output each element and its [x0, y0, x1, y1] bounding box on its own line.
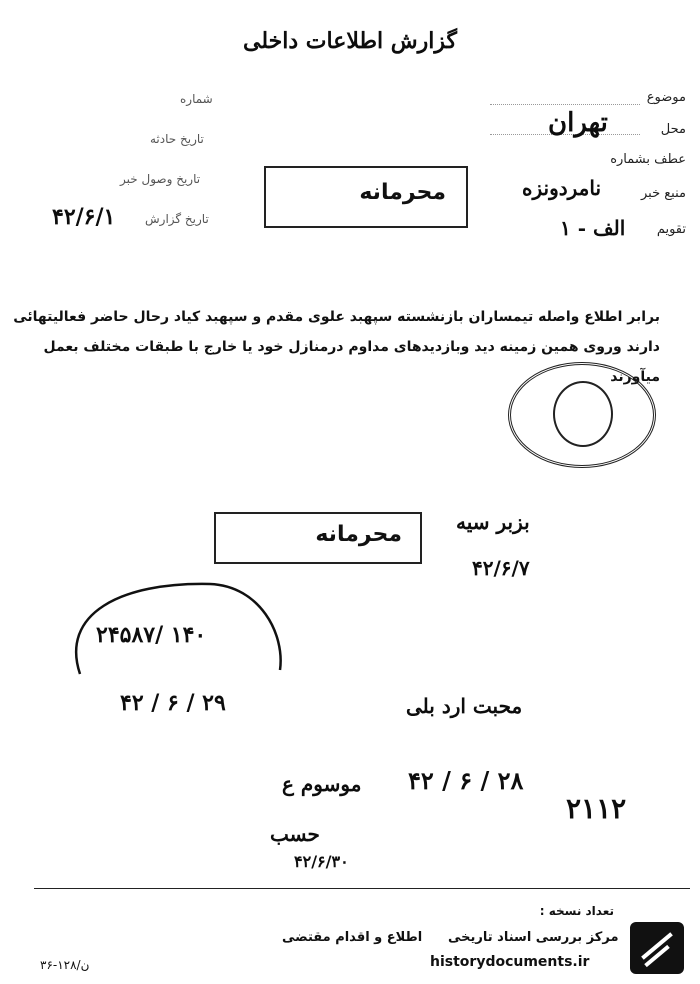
location-label: محل: [660, 122, 686, 137]
location-value: تهران: [548, 108, 608, 138]
footer-divider: [34, 888, 690, 889]
archive-logo-icon: [630, 922, 684, 974]
copies-text: اطلاع و اقدام مقتضی: [282, 930, 423, 945]
calendar-value: الف - ۱: [560, 216, 626, 240]
classification-stamp-middle-text: محرمانه: [315, 522, 402, 547]
signature-center: محبت ارد بلی: [406, 694, 523, 718]
date-left: ۴۲ / ۶ / ۲۹: [120, 690, 226, 716]
date-center: ۴۲ / ۶ / ۲۸: [408, 766, 524, 795]
subject-dotline: [490, 104, 640, 105]
round-seal: [508, 362, 656, 468]
form-code: ۳۶-۱۲۸/ن: [40, 958, 90, 972]
report-title: گزارش اطلاعات داخلی: [243, 28, 457, 54]
classification-stamp-middle: [214, 512, 422, 564]
classification-stamp-top-text: محرمانه: [359, 180, 446, 205]
copies-label: تعداد نسخه :: [539, 904, 614, 918]
circled-reference-number: ۲۴۵۸۷/ ۱۴۰: [96, 622, 207, 648]
number-right: ۲۱۱۲: [566, 792, 627, 825]
event-date-label: تاریخ حادثه: [150, 132, 204, 146]
report-date-value: ۴۲/۶/۱: [52, 204, 116, 230]
archive-name: مرکز بررسی اسناد تاریخی: [448, 930, 619, 945]
calendar-label: تقویم: [656, 222, 686, 237]
source-value: نامردونزه: [522, 176, 602, 200]
report-date-label: تاریخ گزارش: [145, 212, 209, 226]
body-line-3: میآورند: [610, 369, 660, 385]
classification-stamp-top: [264, 166, 468, 228]
signature-lower: موسوم ع: [282, 772, 362, 796]
signature-lower-2: حسب: [270, 822, 320, 846]
number-label: شماره: [180, 92, 213, 106]
receipt-date-label: تاریخ وصول خبر: [120, 172, 201, 186]
body-line-2: دارند وروی همین زمینه دید وبازدیدهای مداوم درمنازل خود یا خارج با طبقات مختلف بعمل: [43, 339, 660, 355]
signature-top: بزبر سیه: [456, 510, 530, 534]
source-label: منبع خبر: [641, 186, 686, 201]
signature-top-date: ۴۲/۶/۷: [472, 556, 530, 580]
reference-label: عطف بشماره: [610, 152, 686, 167]
subject-label: موضوع: [646, 90, 686, 105]
date-lower: ۴۲/۶/۳۰: [294, 852, 349, 871]
seal-emblem-icon: [553, 381, 613, 447]
body-line-1: برابر اطلاع واصله تیمساران بازنشسته سپهبد علوی مقدم و سپهبد کیاد رحال حاضر فعالیتهائی: [13, 309, 660, 325]
archive-site: historydocuments.ir: [430, 954, 590, 970]
